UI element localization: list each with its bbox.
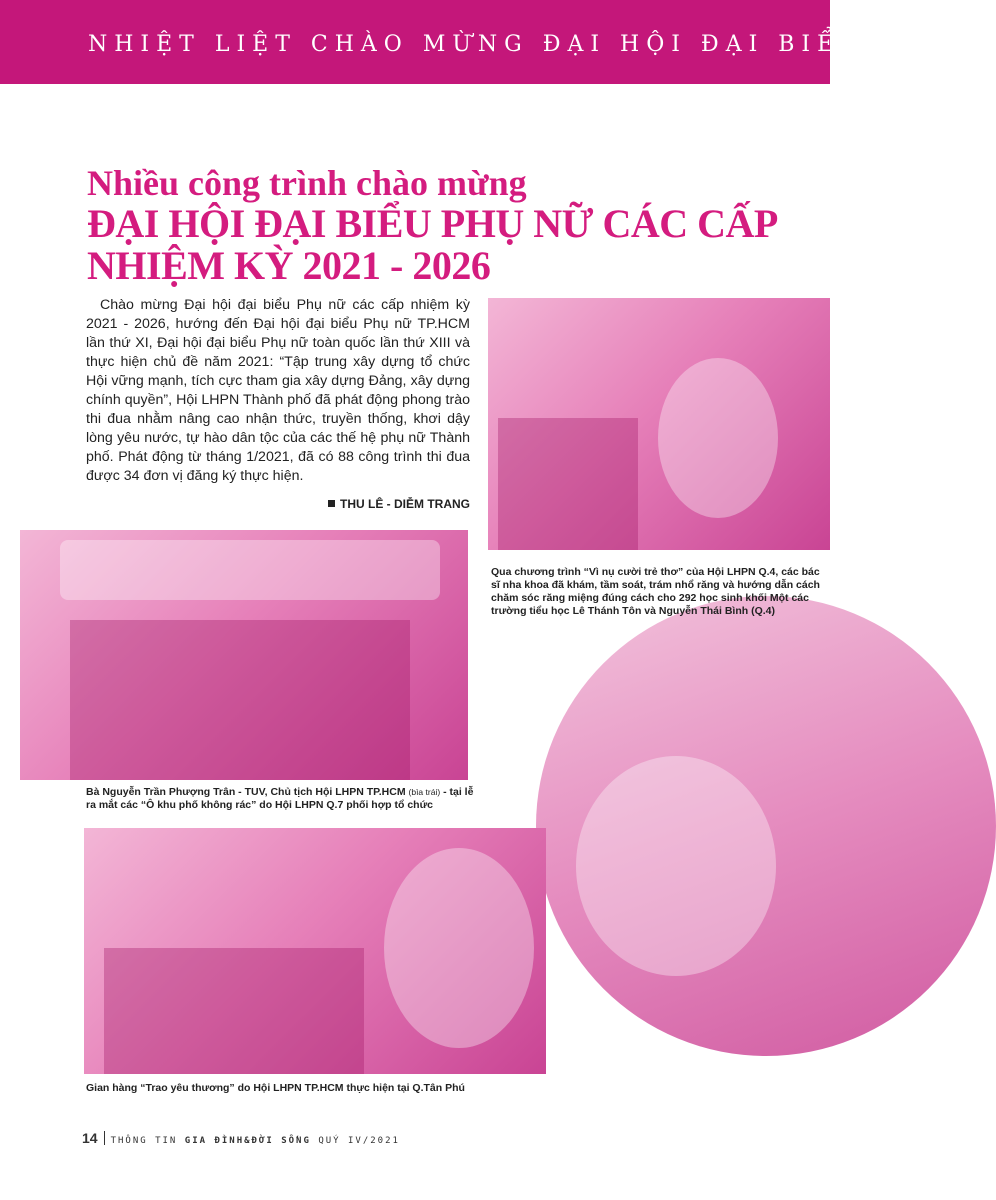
caption-ceremony bbox=[86, 786, 486, 812]
photo-charity-booth bbox=[84, 828, 546, 1074]
page-number: 14 bbox=[82, 1130, 98, 1146]
article-body: Chào mừng Đại hội đại biểu Phụ nữ các cấp nhiệm kỳ 2021 - 2026, hướng đến Đại hội đại biểu Phụ nữ TP.HCM lần thứ XI, Đại hội đại biểu Phụ nữ toàn quốc lần thứ XIII và thực hiện chủ đề năm 2021: “Tập trung xây dựng tổ chức Hội vững mạnh, tích cực tham gia xây dựng Đảng, xây dựng chính quyền”, Hội LHPN Thành phố đã phát động phong trào thi đua nhằm nâng cao nhận thức, truyền thống, khơi dậy lòng yêu nước, tự hào dân tộc của các thế hệ phụ nữ Thành phố. Phát động từ tháng 1/2021, đã có 88 công trình thi đua được 34 đơn vị đăng ký thực hiện. bbox=[86, 297, 470, 484]
publication-name bbox=[111, 1136, 400, 1146]
title-line-2: ĐẠI HỘI ĐẠI BIỂU PHỤ NỮ CÁC CẤP bbox=[87, 201, 778, 246]
photo-dental-checkup bbox=[488, 298, 830, 550]
pub-pre: THÔNG TIN bbox=[110, 1136, 178, 1146]
byline-square-icon bbox=[328, 500, 335, 507]
article-byline bbox=[86, 497, 470, 511]
article-title bbox=[87, 163, 817, 287]
header-banner bbox=[0, 0, 928, 84]
footer-divider bbox=[104, 1131, 105, 1145]
title-line-1: Nhiều công trình chào mừng bbox=[87, 163, 527, 203]
pub-post: QUÝ IV/2021 bbox=[318, 1136, 400, 1146]
caption-ceremony-part-b: - tại lễ ra mắt các “Ô khu phố không rác” do Hội LHPN Q.7 phối hợp tổ chức bbox=[86, 786, 474, 811]
caption-charity-booth: Gian hàng “Trao yêu thương” do Hội LHPN TP.HCM thực hiện tại Q.Tân Phú bbox=[86, 1082, 465, 1094]
byline-text: THU LÊ - DIỄM TRANG bbox=[340, 497, 470, 511]
caption-ceremony-part-a: Bà Nguyễn Trần Phượng Trân - TUV, Chủ tịch Hội LHPN TP.HCM bbox=[86, 786, 406, 798]
banner-text: NHIỆT LIỆT CHÀO MỪNG ĐẠI HỘI ĐẠI BIỂU PH bbox=[88, 32, 928, 57]
photo-ceremony-group bbox=[20, 530, 468, 780]
photo-performance-circle bbox=[536, 596, 996, 1056]
page-footer bbox=[82, 1130, 400, 1146]
title-line-3: NHIỆM KỲ 2021 - 2026 bbox=[87, 243, 491, 288]
caption-dental: Qua chương trình “Vì nụ cười trẻ thơ” của Hội LHPN Q.4, các bác sĩ nha khoa đã khám, tầm soát, trám nhổ răng và hướng dẫn cách chăm sóc răng miệng đúng cách cho 292 học sinh khối Một các trường tiểu học Lê Thánh Tôn và Nguyễn Thái Bình (Q.4) bbox=[491, 566, 820, 617]
pub-bold: GIA ĐÌNH&ĐỜI SỐNG bbox=[184, 1136, 311, 1146]
caption-ceremony-note: (bìa trái) bbox=[408, 787, 441, 797]
